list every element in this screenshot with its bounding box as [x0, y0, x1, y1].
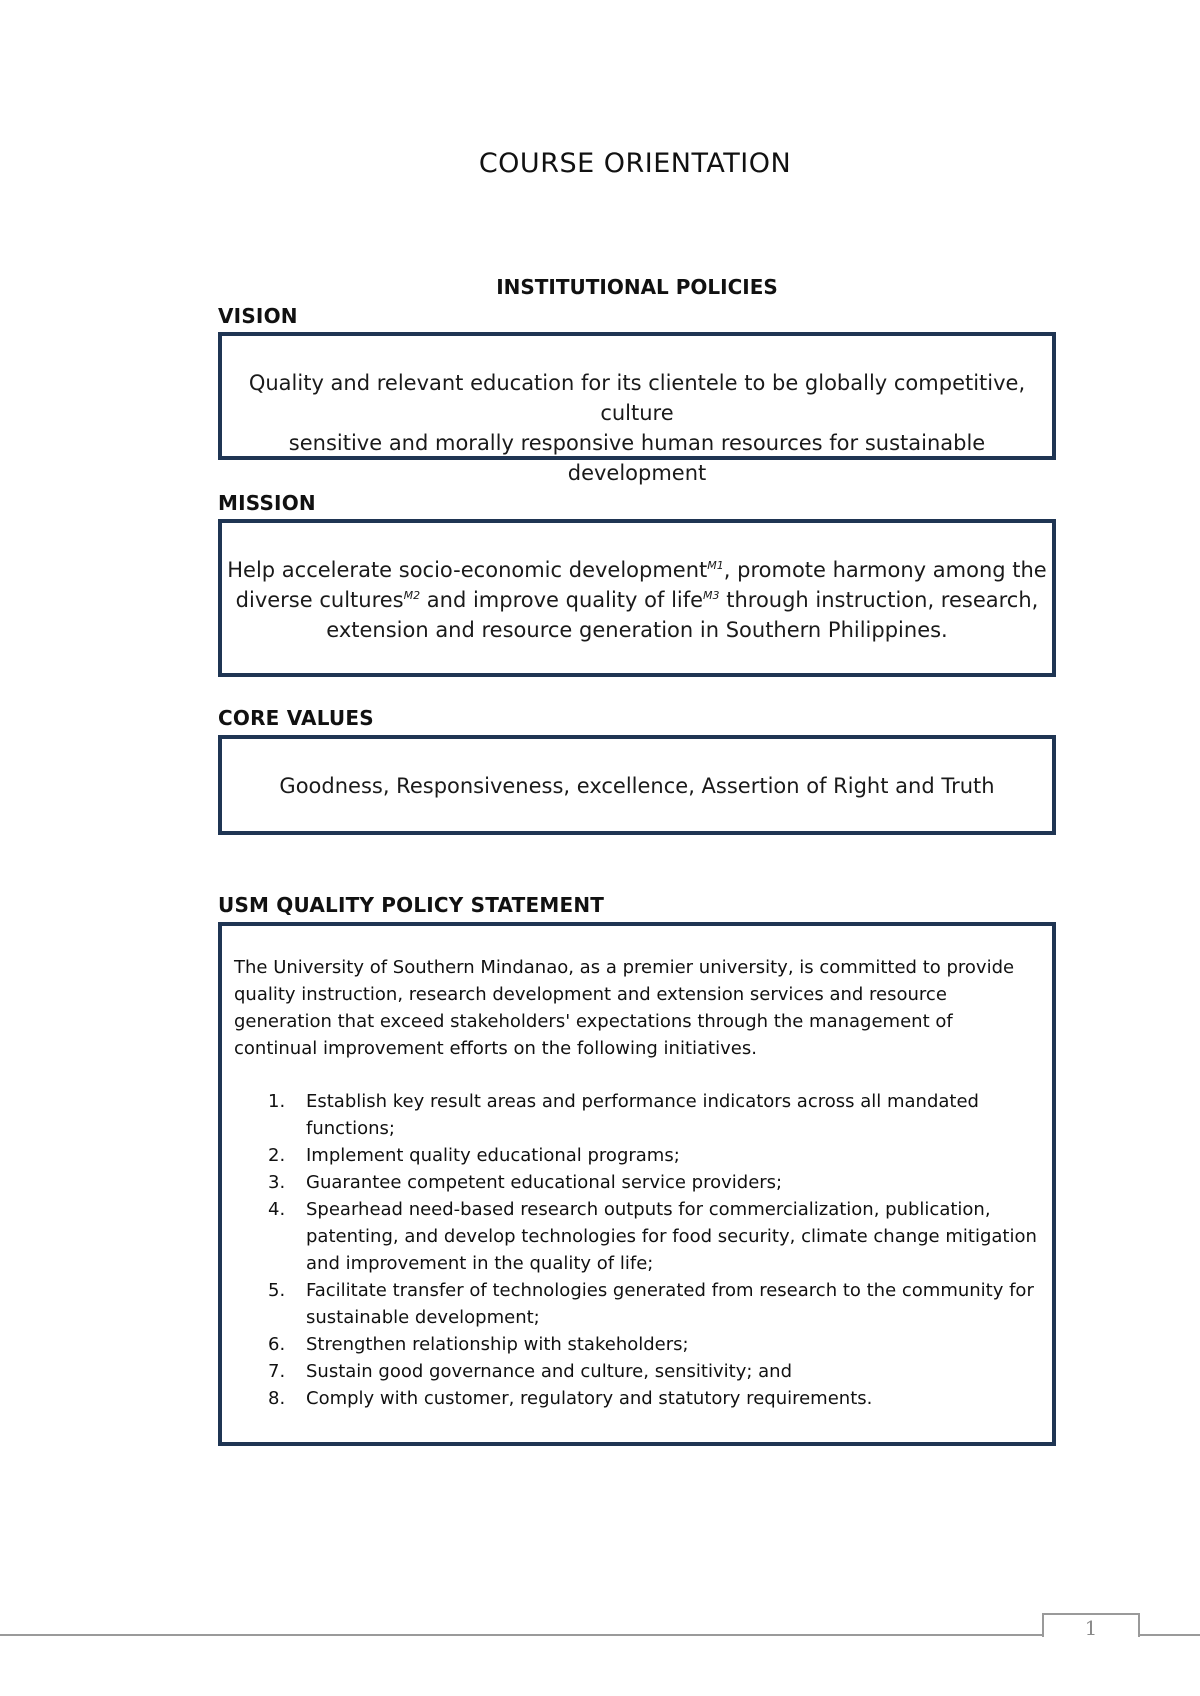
- list-item-line: Facilitate transfer of technologies generated from research to the community for: [306, 1280, 1034, 1301]
- mission-label: MISSION: [218, 491, 316, 515]
- list-item-number: 5.: [268, 1280, 286, 1301]
- list-item-number: 7.: [268, 1361, 286, 1382]
- vision-line-2: sensitive and morally responsive human resources for sustainable development: [288, 431, 986, 485]
- initiatives-list: [234, 1088, 1042, 1412]
- mission-text-part: through instruction, research,: [719, 588, 1039, 612]
- list-item: [234, 1142, 1042, 1169]
- list-item: [234, 1331, 1042, 1358]
- list-item-line: sustainable development;: [306, 1307, 540, 1328]
- intro-line: generation that exceed stakeholders' expectations through the management of: [234, 1011, 953, 1032]
- list-item-line: Implement quality educational programs;: [306, 1145, 680, 1166]
- list-item: [234, 1169, 1042, 1196]
- intro-line: The University of Southern Mindanao, as a premier university, is committed to provide: [234, 957, 1015, 978]
- list-item-line: Guarantee competent educational service providers;: [306, 1172, 783, 1193]
- vision-text: [222, 336, 1052, 488]
- list-item-line: functions;: [306, 1118, 395, 1139]
- quality-policy-intro: [234, 954, 1042, 1062]
- intro-line: quality instruction, research development and extension services and resource: [234, 984, 947, 1005]
- page-number: 1: [1084, 1616, 1098, 1640]
- mission-line-3: extension and resource generation in Southern Philippines.: [326, 618, 948, 642]
- core-values-text: Goodness, Responsiveness, excellence, Assertion of Right and Truth: [279, 774, 995, 798]
- mission-text: [222, 523, 1052, 645]
- list-item: [234, 1358, 1042, 1385]
- mission-line-2: [222, 585, 1052, 615]
- core-values-label: CORE VALUES: [218, 706, 374, 730]
- core-values-box: [218, 735, 1056, 835]
- mission-text-part: and improve quality of life: [420, 588, 704, 612]
- mission-box: [218, 519, 1056, 677]
- list-item-number: 8.: [268, 1388, 286, 1409]
- section-title: INSTITUTIONAL POLICIES: [496, 275, 778, 299]
- list-item-number: 4.: [268, 1199, 286, 1220]
- list-item: [234, 1088, 1042, 1142]
- list-item-number: 2.: [268, 1145, 286, 1166]
- list-item-line: Establish key result areas and performance indicators across all mandated: [306, 1091, 979, 1112]
- mission-text-part: , promote harmony among the: [723, 558, 1047, 582]
- page-title: COURSE ORIENTATION: [478, 148, 792, 179]
- vision-label: VISION: [218, 304, 298, 328]
- list-item-number: 3.: [268, 1172, 286, 1193]
- list-item: [234, 1196, 1042, 1277]
- footer-rule: [0, 1634, 1200, 1636]
- intro-line: continual improvement efforts on the following initiatives.: [234, 1038, 757, 1059]
- list-item-line: Strengthen relationship with stakeholders;: [306, 1334, 689, 1355]
- mission-text-part: diverse cultures: [235, 588, 404, 612]
- mission-text-part: Help accelerate socio-economic development: [227, 558, 708, 582]
- mission-footnote-marker: M3: [703, 589, 720, 602]
- list-item: [234, 1277, 1042, 1331]
- mission-footnote-marker: M2: [403, 589, 421, 602]
- quality-policy-label: USM QUALITY POLICY STATEMENT: [218, 893, 605, 917]
- list-item-line: patenting, and develop technologies for food security, climate change mitigation: [306, 1226, 1037, 1247]
- mission-line-1: [222, 555, 1052, 585]
- vision-box: [218, 332, 1056, 485]
- list-item-line: and improvement in the quality of life;: [306, 1253, 654, 1274]
- list-item-number: 6.: [268, 1334, 286, 1355]
- list-item-line: Sustain good governance and culture, sensitivity; and: [306, 1361, 793, 1382]
- list-item-line: Comply with customer, regulatory and statutory requirements.: [306, 1388, 873, 1409]
- list-item-number: 1.: [268, 1091, 286, 1112]
- vision-line-1: Quality and relevant education for its clientele to be globally competitive, culture: [248, 371, 1026, 425]
- list-item-line: Spearhead need-based research outputs for commercialization, publication,: [306, 1199, 991, 1220]
- quality-policy-content: [222, 926, 1052, 1412]
- list-item: [234, 1385, 1042, 1412]
- mission-footnote-marker: M1: [707, 559, 724, 572]
- quality-policy-box: [218, 922, 1056, 1446]
